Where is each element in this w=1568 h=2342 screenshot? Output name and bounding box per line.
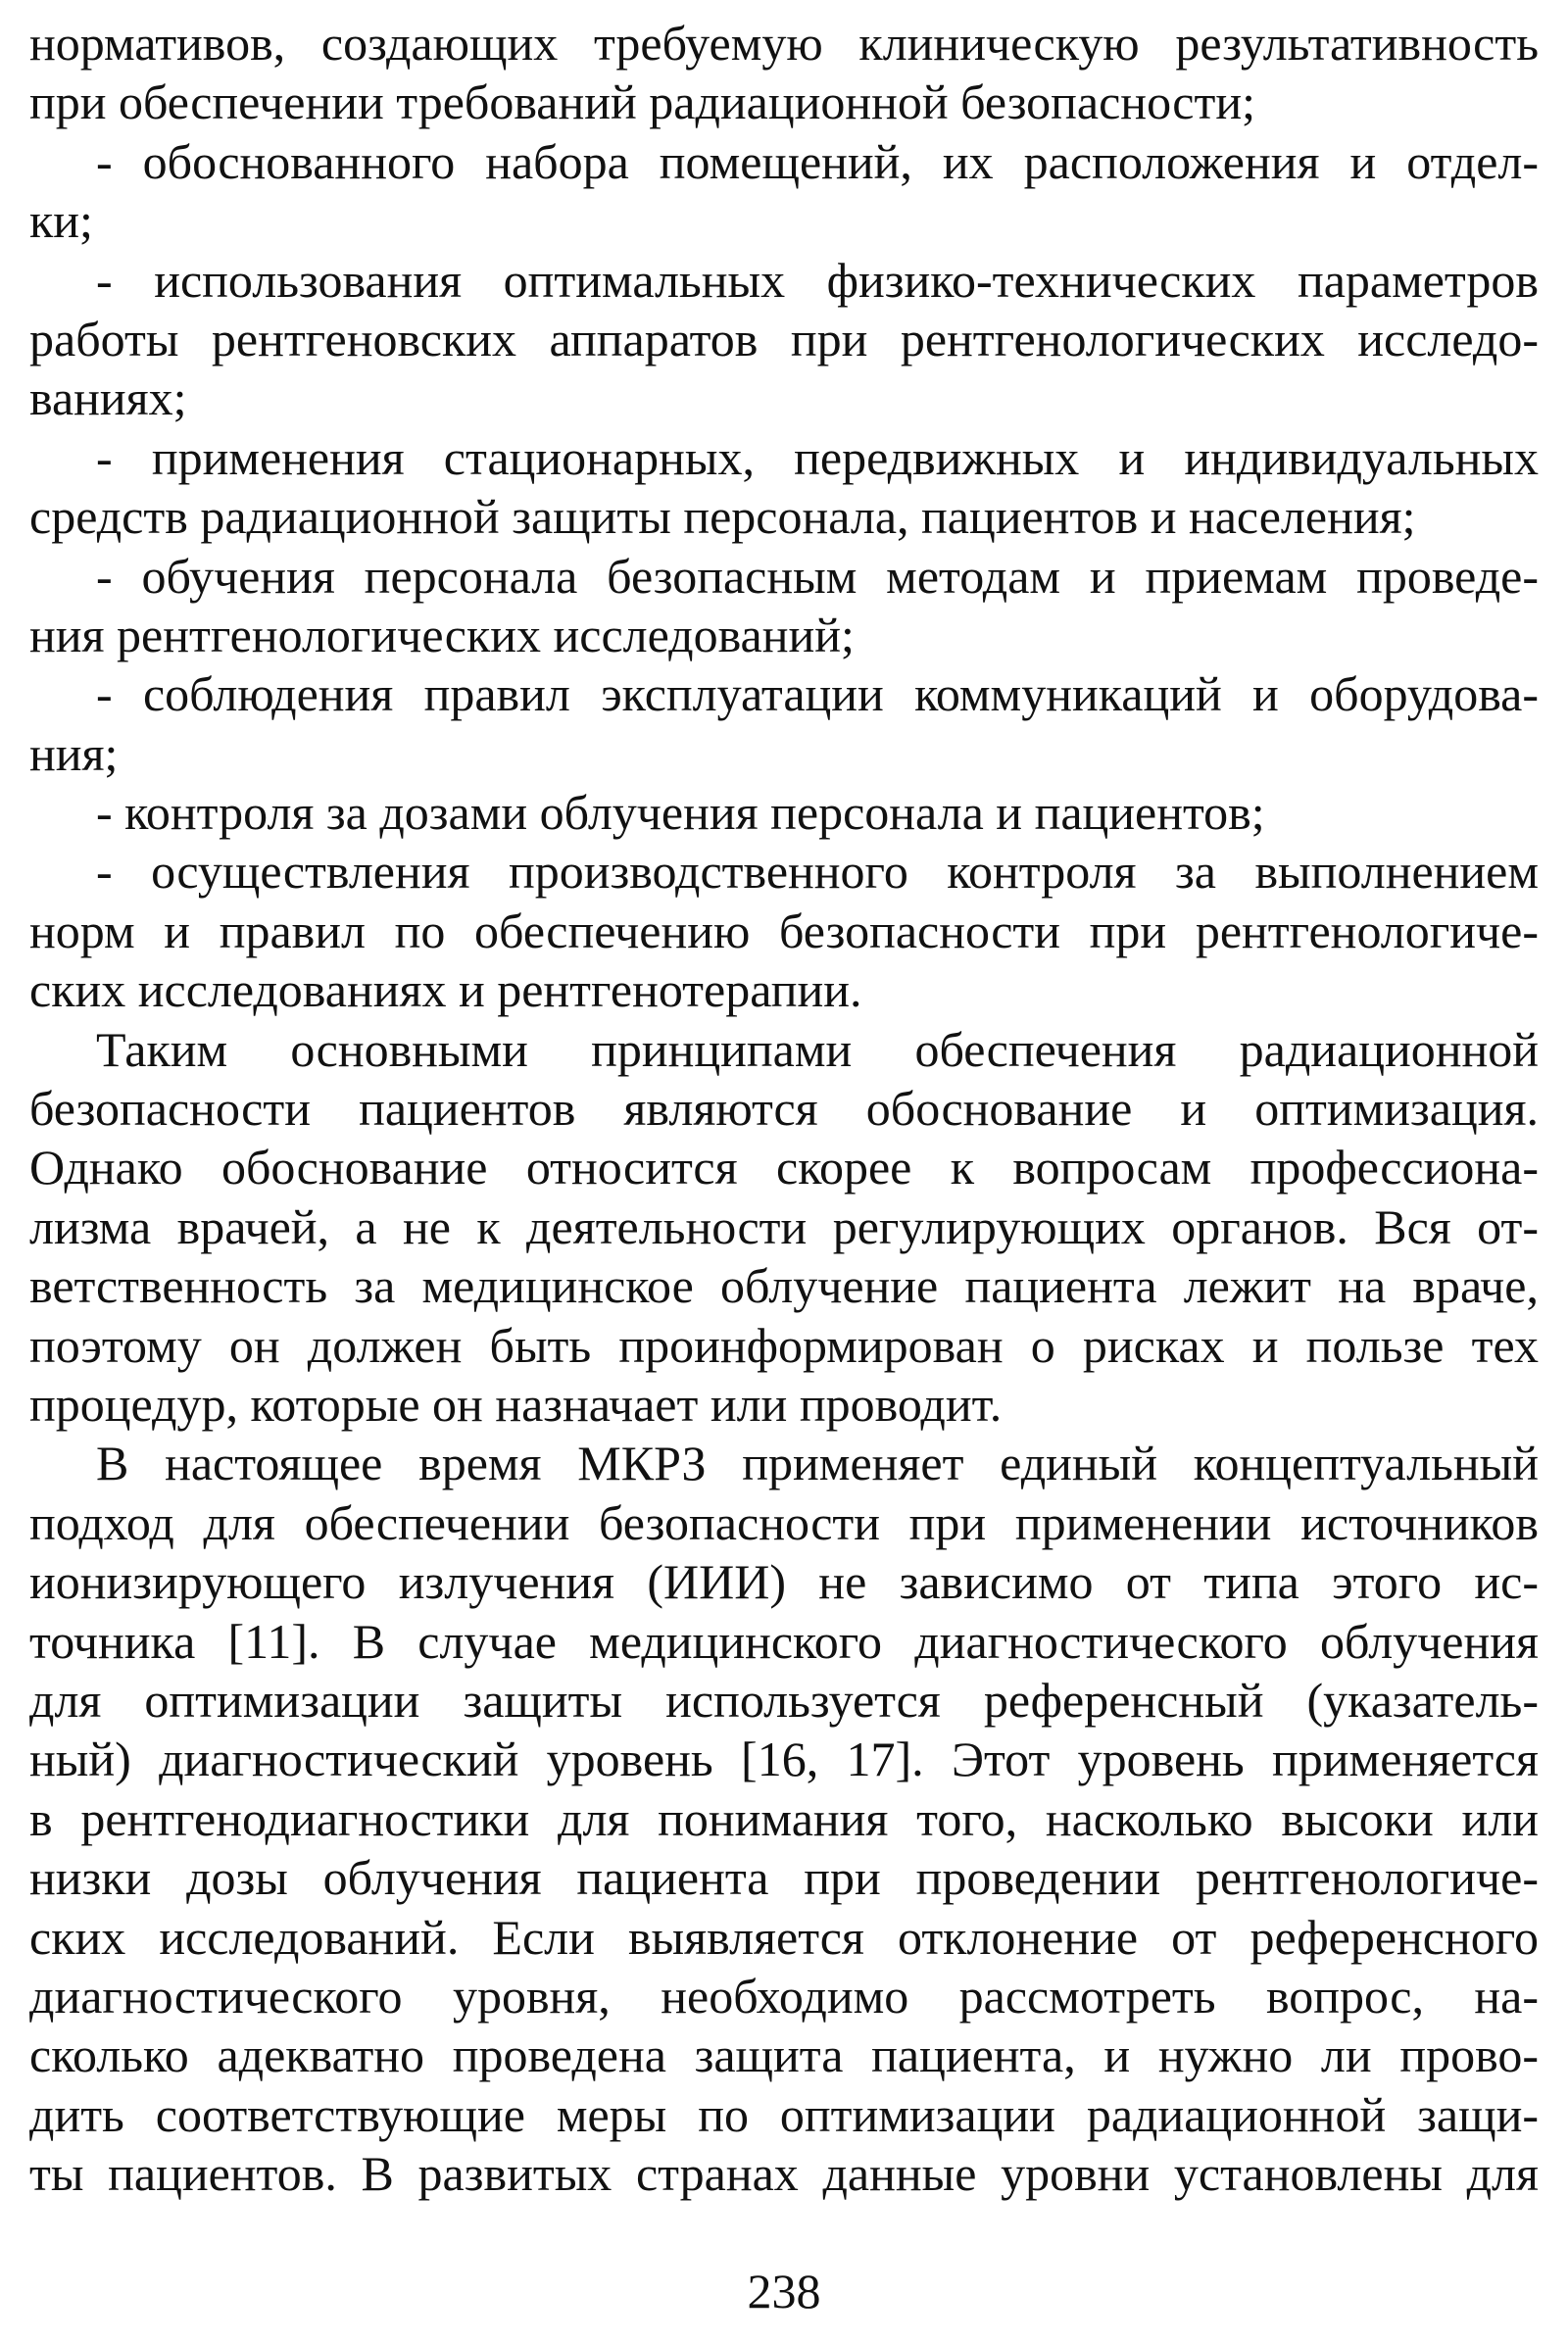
text-line: для оптимизации защиты используется референсный (указатель-: [29, 1672, 1539, 1728]
text-line: - обучения персонала безопасным методам и приемам проведе-: [96, 548, 1539, 604]
text-line: процедур, которые он назначает или проводит.: [29, 1376, 1003, 1432]
page-number: 238: [747, 2264, 821, 2318]
text-line: диагностического уровня, необходимо рассмотреть вопрос, на-: [29, 1968, 1539, 2024]
text-line: ния;: [29, 725, 119, 781]
text-line: точника [11]. В случае медицинского диагностического облучения: [29, 1613, 1539, 1669]
text-line: норм и правил по обеспечению безопасности при рентгенологиче-: [29, 903, 1539, 958]
text-line: ских исследованиях и рентгенотерапии.: [29, 962, 862, 1018]
text-line: - осуществления производственного контроля за выполнением: [96, 844, 1539, 900]
text-line: - применения стационарных, передвижных и индивидуальных: [96, 429, 1539, 485]
text-line: В настоящее время МКРЗ применяет единый концептуальный: [96, 1436, 1539, 1491]
text-line: - контроля за дозами облучения персонала и пациентов;: [96, 785, 1265, 841]
text-line: ваниях;: [29, 370, 187, 426]
page-body: [29, 14, 1539, 2203]
text-line: нормативов, создающих требуемую клиническую результативность: [29, 16, 1539, 71]
text-line: ный) диагностический уровень [16, 17]. Этот уровень применяется: [29, 1732, 1539, 1787]
text-line: при обеспечении требований радиационной безопасности;: [29, 74, 1256, 130]
text-line: безопасности пациентов являются обоснование и оптимизация.: [29, 1081, 1539, 1137]
text-line: Однако обоснование относится скорее к вопросам профессиона-: [29, 1140, 1539, 1195]
text-line: сколько адекватно проведена защита пациента, и нужно ли прово-: [29, 2027, 1539, 2083]
text-line: Таким основными принципами обеспечения радиационной: [96, 1021, 1539, 1077]
text-line: лизма врачей, а не к деятельности регулирующих органов. Вся от-: [29, 1198, 1539, 1254]
text-line: в рентгенодиагностики для понимания того, насколько высоки или: [29, 1790, 1539, 1846]
text-line: ки;: [29, 193, 93, 249]
text-line: - использования оптимальных физико-технических параметров: [96, 252, 1539, 308]
text-line: поэтому он должен быть проинформирован о рисках и пользе тех: [29, 1317, 1539, 1373]
text-line: подход для обеспечении безопасности при применении источников: [29, 1494, 1539, 1550]
text-line: низки дозы облучения пациента при проведении рентгенологиче-: [29, 1850, 1539, 1906]
text-line: ионизирующего излучения (ИИИ) не зависимо от типа этого ис-: [29, 1554, 1539, 1610]
text-line: работы рентгеновских аппаратов при рентгенологических исследо-: [29, 311, 1539, 366]
text-line: ния рентгенологических исследований;: [29, 607, 855, 662]
text-line: средств радиационной защиты персонала, пациентов и населения;: [29, 489, 1416, 545]
text-line: дить соответствующие меры по оптимизации радиационной защи-: [29, 2086, 1539, 2142]
text-line: - обоснованного набора помещений, их расположения и отдел-: [96, 133, 1539, 189]
text-line: ских исследований. Если выявляется отклонение от референсного: [29, 1909, 1539, 1965]
text-line: - соблюдения правил эксплуатации коммуникаций и оборудова-: [96, 666, 1539, 722]
text-line: ветственность за медицинское облучение пациента лежит на враче,: [29, 1258, 1539, 1314]
text-line: ты пациентов. В развитых странах данные уровни установлены для: [29, 2146, 1539, 2202]
